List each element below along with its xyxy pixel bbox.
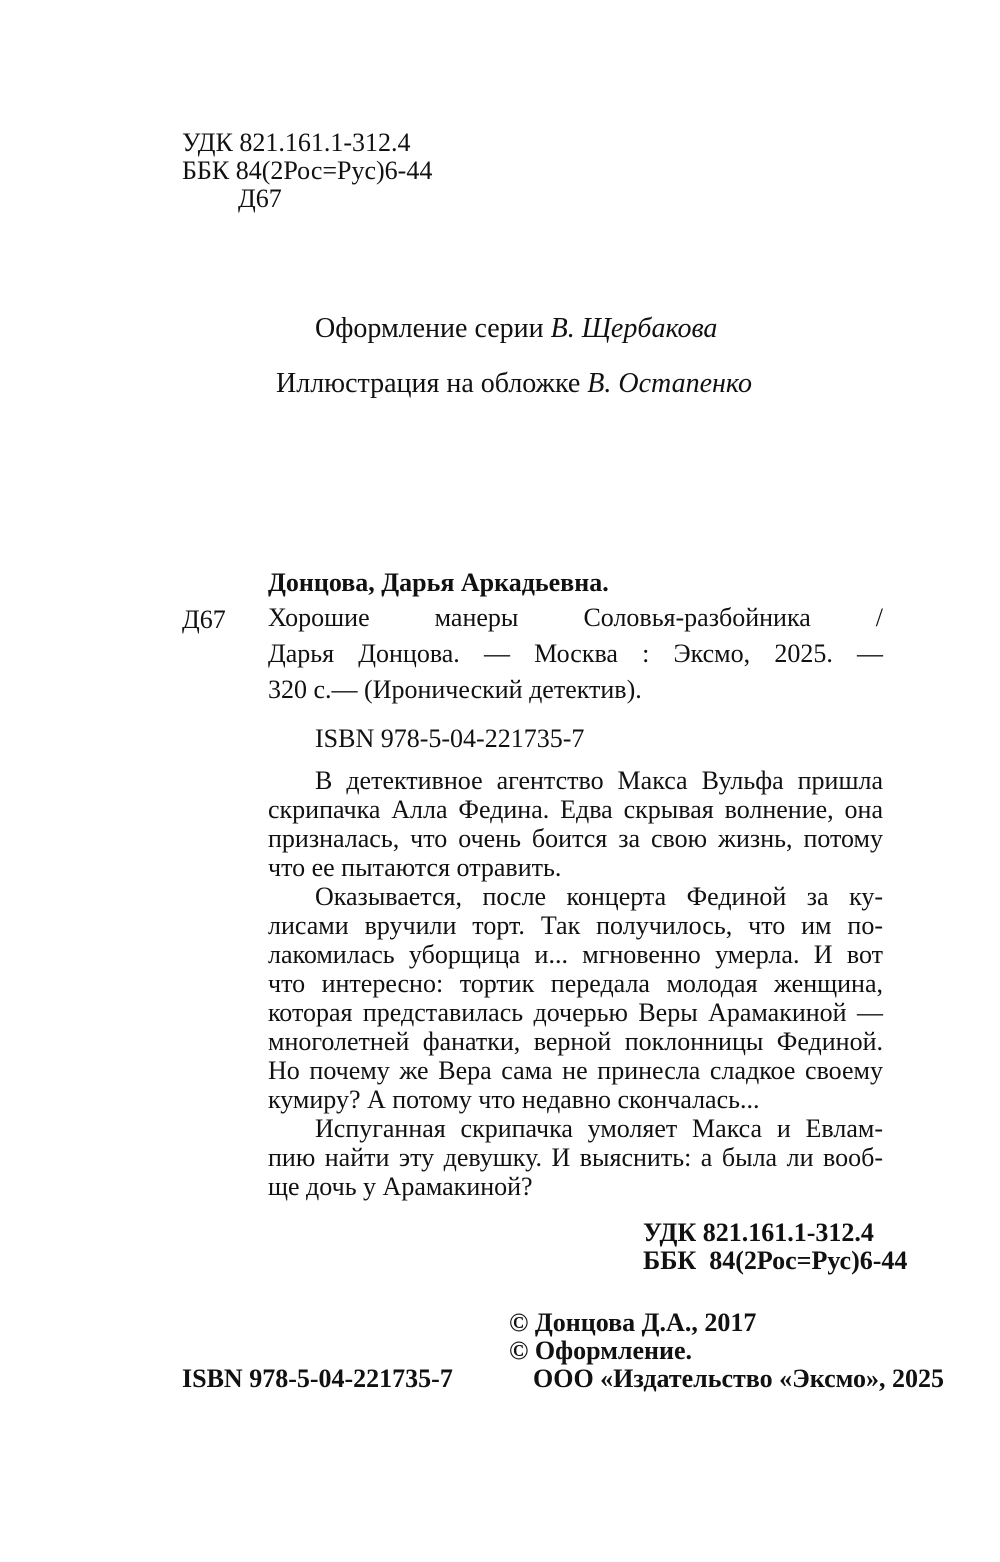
annotation-line: Но почему же Вера сама не принесла сладкое своему <box>268 1056 883 1085</box>
annotation-line: что ее пытаются отравить. <box>268 853 562 882</box>
bib-description <box>268 600 883 708</box>
annotation-line: пию найти эту девушку. И выяснить: а была ли вооб- <box>268 1143 883 1172</box>
copyright-isbn: ISBN 978-5-04-221735-7 <box>182 1364 453 1393</box>
annotation <box>268 766 883 1201</box>
design-credit-name: В. Щербакова <box>550 313 718 344</box>
top-author-mark: Д67 <box>238 184 282 213</box>
copyright-line-1: © Донцова Д.А., 2017 <box>509 1308 757 1337</box>
illustration-credit-label: Иллюстрация на обложке <box>276 368 581 399</box>
annotation-line: призналась, что очень боится за свою жизнь, потому <box>268 824 883 853</box>
annotation-line: В детективное агентство Макса Вульфа пришла <box>315 766 883 795</box>
top-udk: УДК 821.161.1-312.4 <box>182 128 411 157</box>
annotation-line: лисами вручили торт. Так получилось, что им по- <box>268 911 883 940</box>
annotation-line: многолетней фанатки, верной поклонницы Фединой. <box>268 1027 883 1056</box>
illustration-credit <box>276 370 752 398</box>
bottom-udk: УДК 821.161.1-312.4 <box>643 1218 874 1247</box>
bib-line: Хорошие манеры Соловья-разбойника / <box>268 603 883 632</box>
copyright-line-2: © Оформление. <box>509 1336 693 1365</box>
annotation-line: Испуганная скрипачка умоляет Макса и Евлам- <box>315 1114 883 1143</box>
bottom-bbk: ББК 84(2Рос=Рус)6-44 <box>643 1246 908 1275</box>
annotation-line: лакомилась уборщица и... мгновенно умерла. И вот <box>268 940 883 969</box>
design-credit-label: Оформление серии <box>315 313 544 344</box>
annotation-line: которая представилась дочерью Веры Арамакиной — <box>268 998 883 1027</box>
annotation-line: что интересно: тортик передала молодая женщина, <box>268 969 883 998</box>
bib-isbn: ISBN 978-5-04-221735-7 <box>315 724 585 753</box>
annotation-line: Оказывается, после концерта Фединой за ку- <box>315 882 883 911</box>
bib-line: Дарья Донцова. — Москва : Эксмо, 2025. — <box>268 639 883 668</box>
annotation-line: ще дочь у Арамакиной? <box>268 1172 533 1201</box>
copyright-line-3: ООО «Издательство «Эксмо», 2025 <box>533 1364 945 1393</box>
author-heading: Донцова, Дарья Аркадьевна. <box>268 568 609 597</box>
illustration-credit-name: В. Остапенко <box>587 368 752 399</box>
design-credit <box>315 315 717 343</box>
bib-line: 320 с.— (Иронический детектив). <box>268 675 642 704</box>
top-bbk: ББК 84(2Рос=Рус)6-44 <box>182 156 433 185</box>
annotation-line: скрипачка Алла Федина. Едва скрывая волнение, она <box>268 795 883 824</box>
annotation-line: кумиру? А потому что недавно скончалась... <box>268 1085 760 1114</box>
bib-author-mark: Д67 <box>182 605 226 634</box>
